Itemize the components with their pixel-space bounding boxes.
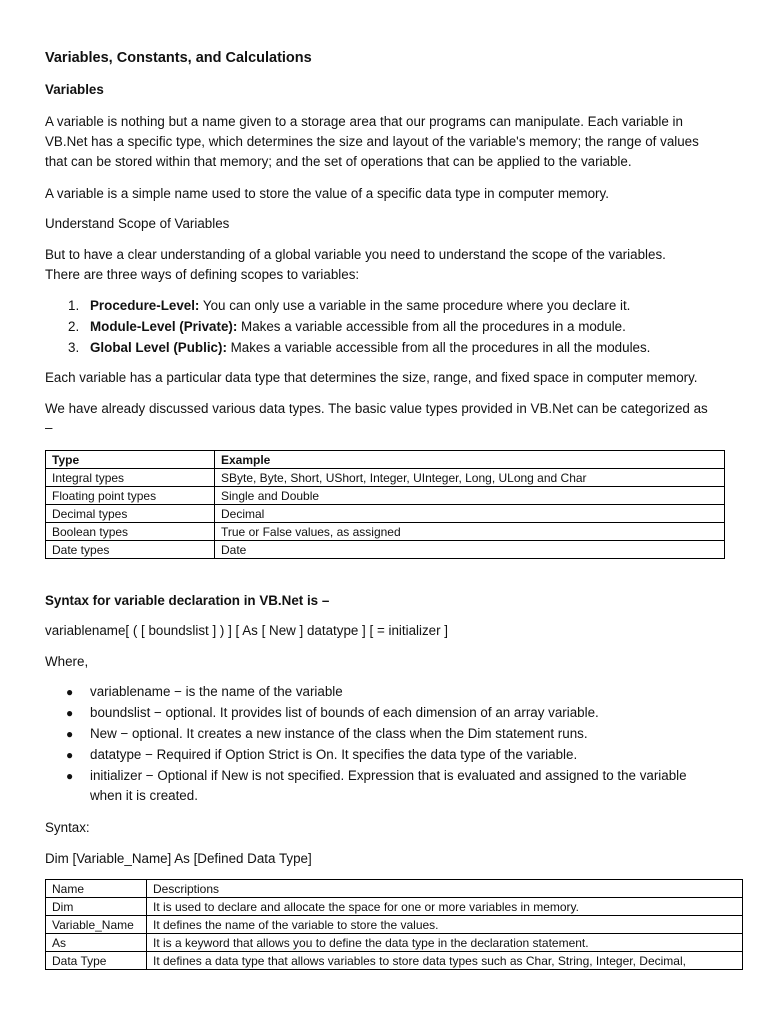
- bullet-icon: ●: [66, 769, 74, 783]
- table-header-row: [46, 451, 725, 469]
- syntax-line: variablename[ ( [ boundslist ] ) ] [ As [ New ] datatype ] [ = initializer ]: [45, 623, 449, 638]
- bullet-item: datatype − Required if Option Strict is On. It specifies the data type of the variable.: [90, 747, 578, 762]
- bullet-item: boundslist − optional. It provides list of bounds of each dimension of an array variable.: [90, 705, 599, 720]
- bullet-item-continuation: when it is created.: [90, 788, 198, 803]
- where-label: Where,: [45, 654, 89, 669]
- numbered-item: [90, 317, 626, 337]
- bullet-icon: ●: [66, 748, 74, 762]
- declaration-table: [45, 879, 743, 970]
- bullet-icon: ●: [66, 727, 74, 741]
- table-cell: Variable_Name: [46, 916, 147, 934]
- numbered-item-number: 2.: [68, 319, 80, 334]
- table-row: [46, 505, 725, 523]
- section-heading: Variables: [45, 82, 104, 97]
- table-row: [46, 469, 725, 487]
- paragraph: Each variable has a particular data type that determines the size, range, and fixed space in computer memory.: [45, 370, 698, 385]
- bullet-icon: ●: [66, 706, 74, 720]
- numbered-item-number: 3.: [68, 340, 80, 355]
- bullet-icon: ●: [66, 685, 74, 699]
- table-row: [46, 898, 743, 916]
- table-header-cell: Name: [46, 880, 147, 898]
- page-title: Variables, Constants, and Calculations: [45, 50, 312, 66]
- paragraph-line: –: [45, 420, 53, 435]
- paragraph-line: VB.Net has a specific type, which determines the size and layout of the variable's memory; the range of values: [45, 134, 699, 149]
- table-cell: Date types: [46, 541, 215, 559]
- table-cell: SByte, Byte, Short, UShort, Integer, UInteger, Long, ULong and Char: [215, 469, 725, 487]
- table-row: [46, 916, 743, 934]
- syntax-heading: Syntax for variable declaration in VB.Net is –: [45, 593, 330, 608]
- scope-desc: Makes a variable accessible from all the procedures in all the modules.: [226, 340, 651, 355]
- table-cell: Integral types: [46, 469, 215, 487]
- scope-term: Procedure-Level:: [90, 298, 200, 313]
- table-header-row: [46, 880, 743, 898]
- bullet-item: New − optional. It creates a new instance of the class when the Dim statement runs.: [90, 726, 588, 741]
- paragraph-line: There are three ways of defining scopes to variables:: [45, 267, 360, 282]
- table-cell: Decimal types: [46, 505, 215, 523]
- table-cell: It is a keyword that allows you to define the data type in the declaration statement.: [147, 934, 743, 952]
- bullet-item: initializer − Optional if New is not specified. Expression that is evaluated and assigned to the variable: [90, 768, 687, 783]
- table-cell: Decimal: [215, 505, 725, 523]
- table-header-cell: Type: [46, 451, 215, 469]
- paragraph-line: We have already discussed various data types. The basic value types provided in VB.Net can be categorized as: [45, 401, 708, 416]
- bullet-item: variablename − is the name of the variable: [90, 684, 343, 699]
- table-cell: It is used to declare and allocate the space for one or more variables in memory.: [147, 898, 743, 916]
- numbered-item: [90, 338, 650, 358]
- table-header-cell: Descriptions: [147, 880, 743, 898]
- table-cell: Boolean types: [46, 523, 215, 541]
- table-cell: As: [46, 934, 147, 952]
- table-cell: Single and Double: [215, 487, 725, 505]
- table-cell: Floating point types: [46, 487, 215, 505]
- scope-desc: Makes a variable accessible from all the procedures in a module.: [237, 319, 626, 334]
- table-row: [46, 934, 743, 952]
- table-row: [46, 523, 725, 541]
- table-row: [46, 952, 743, 970]
- paragraph-line: A variable is nothing but a name given to a storage area that our programs can manipulate. Each variable in: [45, 114, 683, 129]
- table-row: [46, 541, 725, 559]
- table-cell: Date: [215, 541, 725, 559]
- scope-term: Module-Level (Private):: [90, 319, 238, 334]
- table-cell: Dim: [46, 898, 147, 916]
- table-cell: True or False values, as assigned: [215, 523, 725, 541]
- paragraph: Understand Scope of Variables: [45, 216, 230, 231]
- numbered-item: [90, 296, 630, 316]
- table-cell: Data Type: [46, 952, 147, 970]
- numbered-item-number: 1.: [68, 298, 80, 313]
- data-types-table: [45, 450, 725, 559]
- scope-desc: You can only use a variable in the same procedure where you declare it.: [199, 298, 631, 313]
- table-cell: It defines the name of the variable to store the values.: [147, 916, 743, 934]
- paragraph: A variable is a simple name used to store the value of a specific data type in computer memory.: [45, 186, 609, 201]
- scope-term: Global Level (Public):: [90, 340, 227, 355]
- table-header-cell: Example: [215, 451, 725, 469]
- syntax-label: Syntax:: [45, 820, 90, 835]
- paragraph-line: that can be stored within that memory; and the set of operations that can be applied to the variable.: [45, 154, 632, 169]
- dim-syntax-line: Dim [Variable_Name] As [Defined Data Type]: [45, 851, 312, 866]
- table-row: [46, 487, 725, 505]
- table-cell: It defines a data type that allows variables to store data types such as Char, String, Integer, Decimal,: [147, 952, 743, 970]
- paragraph-line: But to have a clear understanding of a global variable you need to understand the scope of the variables.: [45, 247, 666, 262]
